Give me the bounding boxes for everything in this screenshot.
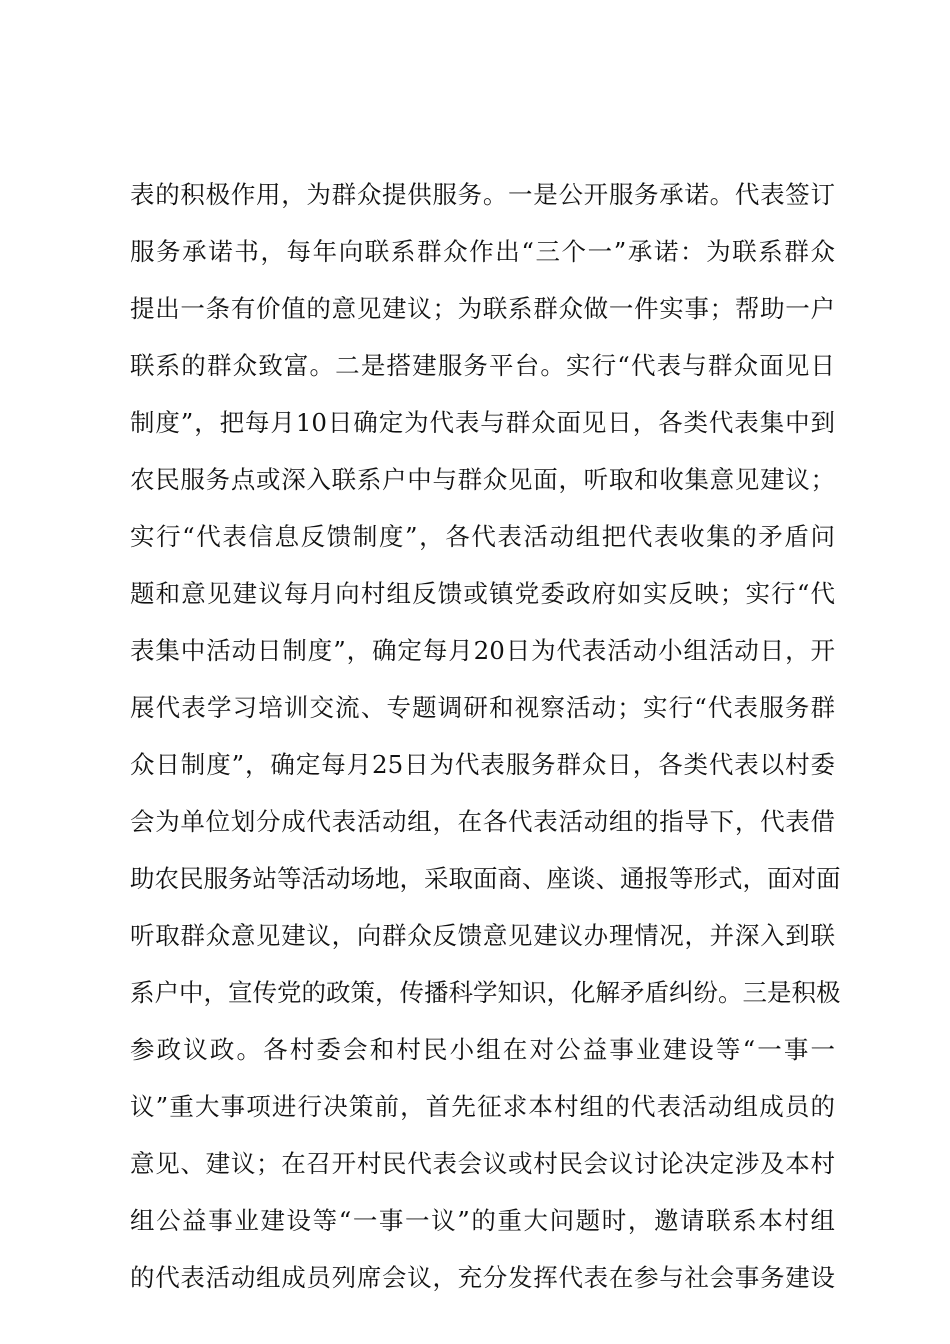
text-line: 议”重大事项进行决策前，首先征求本村组的代表活动组成员的 [130,1092,835,1121]
text-line: 组公益事业建设等“一事一议”的重大问题时，邀请联系本村组 [130,1206,835,1235]
text-line: 会为单位划分成代表活动组，在各代表活动组的指导下，代表借 [130,807,835,836]
text-line: 系户中，宣传党的政策，传播科学知识，化解矛盾纠纷。三是积极 [130,978,841,1007]
text-line: 表集中活动日制度”，确定每月20日为代表活动小组活动日，开 [130,636,835,665]
text-line: 参政议政。各村委会和村民小组在对公益事业建设等“一事一 [130,1035,835,1064]
text-line: 助农民服务站等活动场地，采取面商、座谈、通报等形式，面对面 [130,864,841,893]
text-line: 听取群众意见建议，向群众反馈意见建议办理情况，并深入到联 [130,921,835,950]
text-line: 服务承诺书，每年向联系群众作出“三个一”承诺：为联系群众 [130,237,835,266]
body-text [130,166,841,1306]
text-line: 的代表活动组成员列席会议，充分发挥代表在参与社会事务建设 [130,1263,835,1292]
text-line: 农民服务点或深入联系户中与群众见面，听取和收集意见建议； [130,465,835,494]
text-line: 制度”，把每月10日确定为代表与群众面见日，各类代表集中到 [130,408,835,437]
text-line: 意见、建议；在召开村民代表会议或村民会议讨论决定涉及本村 [130,1149,835,1178]
text-line: 展代表学习培训交流、专题调研和视察活动；实行“代表服务群 [130,693,835,722]
text-line: 表的积极作用，为群众提供服务。一是公开服务承诺。代表签订 [130,180,835,209]
text-line: 题和意见建议每月向村组反馈或镇党委政府如实反映；实行“代 [130,579,835,608]
text-line: 提出一条有价值的意见建议；为联系群众做一件实事；帮助一户 [130,294,835,323]
text-line: 众日制度”，确定每月25日为代表服务群众日，各类代表以村委 [130,750,835,779]
text-line: 联系的群众致富。二是搭建服务平台。实行“代表与群众面见日 [130,351,835,380]
text-line: 实行“代表信息反馈制度”，各代表活动组把代表收集的矛盾问 [130,522,835,551]
